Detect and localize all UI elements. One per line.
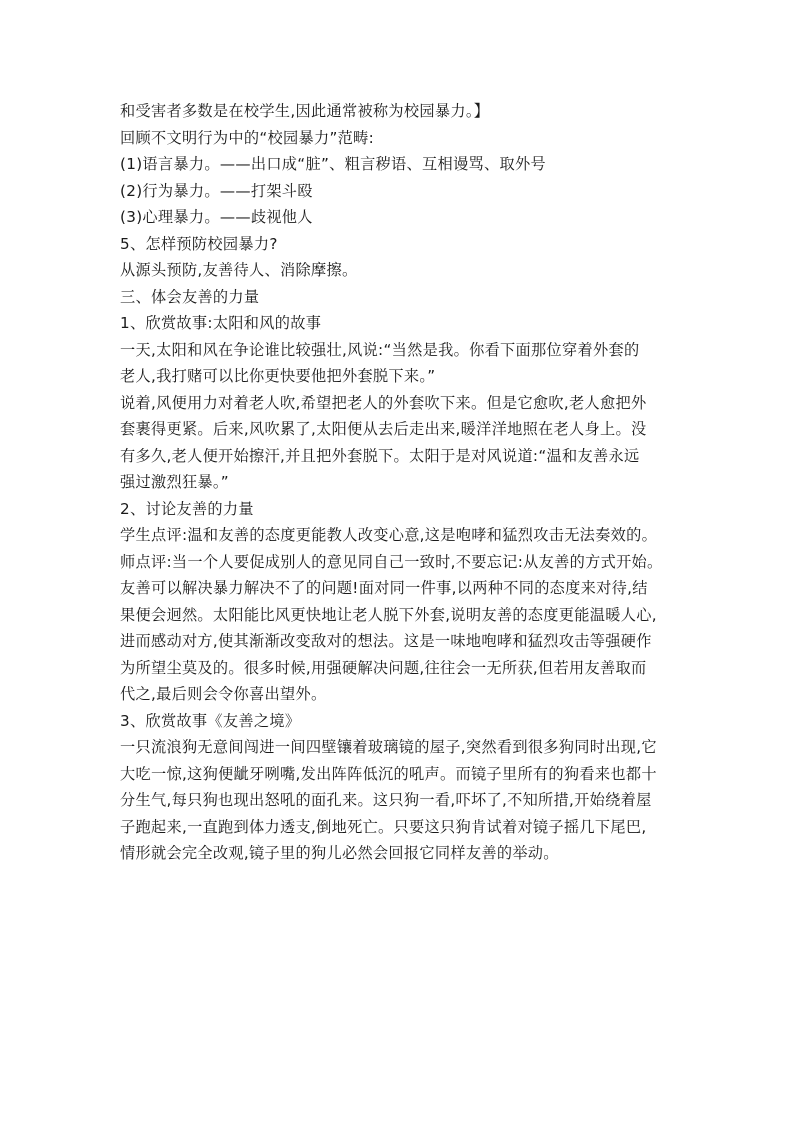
text-line: 为所望尘莫及的。很多时候,用强硬解决问题,往往会一无所获,但若用友善取而 bbox=[120, 658, 647, 677]
text-line: 情形就会完全改观,镜子里的狗儿必然会回报它同样友善的举动。 bbox=[120, 844, 559, 862]
text-line: 有多久,老人便开始擦汗,并且把外套脱下。太阳于是对风说道:“温和友善永远 bbox=[120, 446, 640, 465]
text-line: 说着,风便用力对着老人吹,希望把老人的外套吹下来。但是它愈吹,老人愈把外 bbox=[120, 393, 647, 412]
story-paragraph bbox=[120, 337, 680, 390]
text-line: 分生气,每只狗也现出怒吼的面孔来。这只狗一看,吓坏了,不知所措,开始绕着屋 bbox=[120, 791, 652, 809]
subsection-heading: 2、讨论友善的力量 bbox=[120, 499, 254, 518]
text-line: 和受害者多数是在校学生,因此通常被称为校园暴力。】 bbox=[120, 102, 490, 120]
list-item-language-violence: (1)语言暴力。——出口成“脏”、粗言秽语、互相谩骂、取外号 bbox=[120, 155, 546, 173]
list-item-psychological-violence: (3)心理暴力。——歧视他人 bbox=[120, 208, 313, 226]
text-line: 回顾不文明行为中的“校园暴力”范畴: bbox=[120, 128, 375, 147]
comment-paragraph bbox=[120, 549, 680, 708]
text-line: 一天,太阳和风在争论谁比较强壮,风说:“当然是我。你看下面那位穿着外套的 bbox=[120, 340, 640, 359]
text-line: 老人,我打赌可以比你更快要他把外套脱下来。” bbox=[120, 367, 436, 385]
subsection-heading: 1、欣赏故事:太阳和风的故事 bbox=[120, 314, 322, 332]
text-line: 套裹得更紧。后来,风吹累了,太阳便从去后走出来,暖洋洋地照在老人身上。没 bbox=[120, 420, 647, 438]
text-line: 果便会迥然。太阳能比风更快地让老人脱下外套,说明友善的态度更能温暖人心, bbox=[120, 605, 657, 624]
text-line: 从源头预防,友善待人、消除摩擦。 bbox=[120, 261, 358, 279]
text-line: 子跑起来,一直跑到体力透支,倒地死亡。只要这只狗肯试着对镜子摇几下尾巴, bbox=[120, 817, 647, 836]
text-line: 友善可以解决暴力解决不了的问题!面对同一件事,以两种不同的态度来对待,结 bbox=[120, 579, 648, 597]
list-item-behavior-violence: (2)行为暴力。——打架斗殴 bbox=[120, 181, 313, 200]
text-line: 学生点评:温和友善的态度更能教人改变心意,这是咆哮和猛烈攻击无法奏效的。 bbox=[120, 526, 658, 544]
section-heading: 5、怎样预防校园暴力? bbox=[120, 234, 278, 253]
text-line: 一只流浪狗无意间闯进一间四壁镶着玻璃镜的屋子,突然看到很多狗同时出现,它 bbox=[120, 738, 657, 756]
story-paragraph bbox=[120, 734, 680, 867]
text-line: 大吃一惊,这狗便龇牙咧嘴,发出阵阵低沉的吼声。而镜子里所有的狗看来也都十 bbox=[120, 764, 657, 783]
text-line: 代之,最后则会令你喜出望外。 bbox=[120, 685, 327, 703]
subsection-heading: 3、欣赏故事《友善之境》 bbox=[120, 711, 301, 730]
text-line: 进而感动对方,使其渐渐改变敌对的想法。这是一味地咆哮和猛烈攻击等强硬作 bbox=[120, 632, 652, 650]
story-paragraph bbox=[120, 390, 680, 496]
document-body bbox=[120, 98, 680, 867]
text-line: 师点评:当一个人要促成别人的意见同自己一致时,不要忘记:从友善的方式开始。 bbox=[120, 552, 663, 571]
text-line: 强过激烈狂暴。” bbox=[120, 473, 229, 491]
section-heading: 三、体会友善的力量 bbox=[120, 287, 260, 306]
